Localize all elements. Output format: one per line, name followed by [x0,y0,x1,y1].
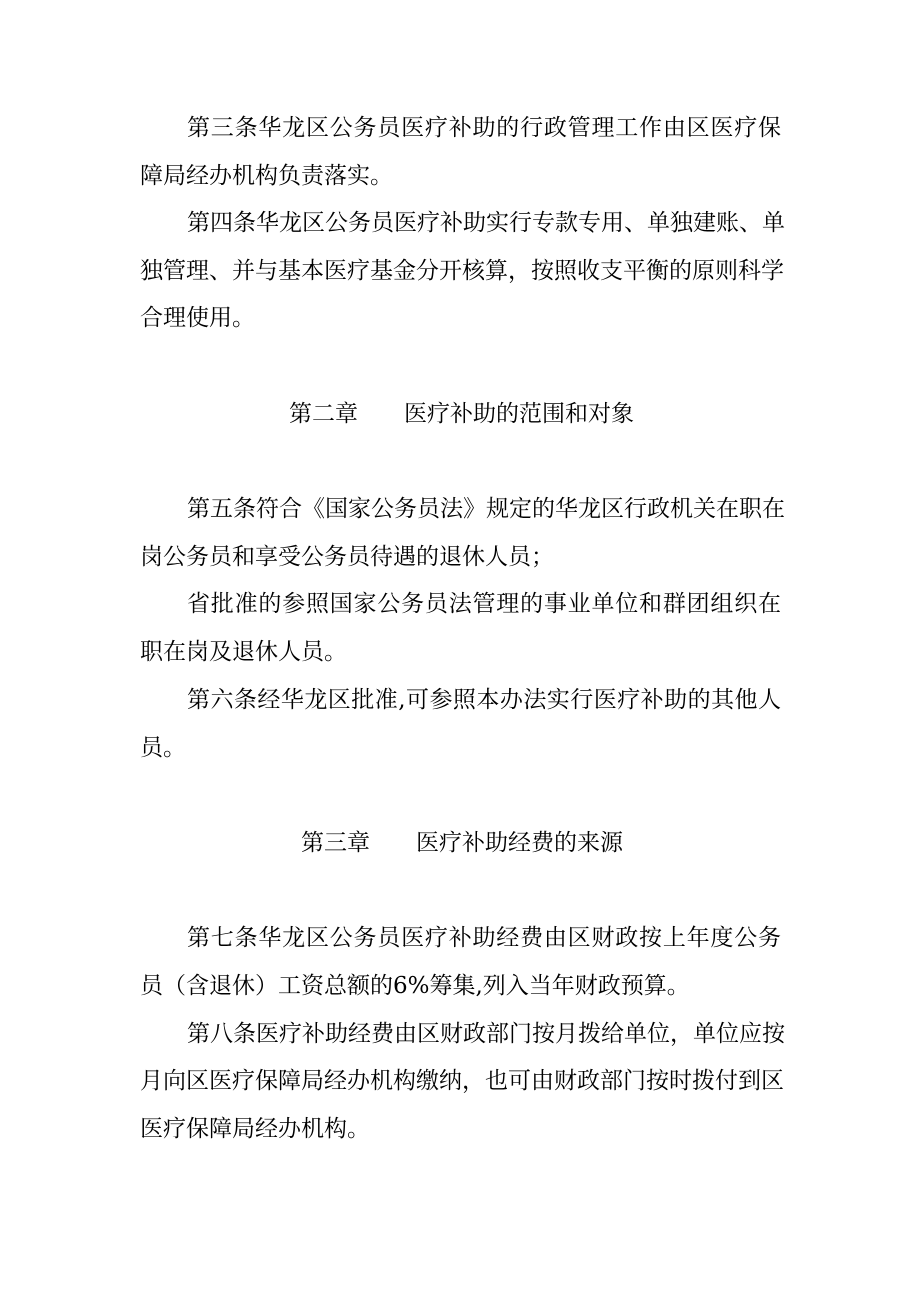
article-8-line-3: 医疗保障局经办机构。 [140,1116,370,1142]
article-8-line-2: 月向区医疗保障局经办机构缴纳，也可由财政部门按时拨付到区 [140,1068,784,1094]
article-3-line-1: 第三条华龙区公务员医疗补助的行政管理工作由区医疗保 [187,115,781,141]
article-6-line-1: 第六条经华龙区批准,可参照本办法实行医疗补助的其他人 [187,687,781,713]
chapter-2-title: 医疗补助的范围和对象 [404,401,634,427]
article-5-line-1: 第五条符合《国家公务员法》规定的华龙区行政机关在职在 [187,496,785,522]
chapter-2-number: 第二章 [289,401,358,427]
chapter-3-number: 第三章 [301,830,370,856]
article-3-line-2: 障局经办机构负责落实。 [140,163,393,189]
article-8-line-1: 第八条医疗补助经费由区财政部门按月拨给单位，单位应按 [187,1021,785,1047]
article-5b-line-2: 职在岗及退休人员。 [140,639,347,665]
chapter-3-heading [301,829,623,857]
article-4-line-2: 独管理、并与基本医疗基金分开核算，按照收支平衡的原则科学 [140,258,784,284]
article-4-line-3: 合理使用。 [140,305,255,331]
chapter-2-heading [289,400,634,428]
article-6-line-2: 员。 [140,735,186,761]
article-7-line-1: 第七条华龙区公务员医疗补助经费由区财政按上年度公务 [187,925,781,951]
article-4-line-1: 第四条华龙区公务员医疗补助实行专款专用、单独建账、单 [187,210,785,236]
chapter-3-title: 医疗补助经费的来源 [416,830,623,856]
article-5b-line-1: 省批准的参照国家公务员法管理的事业单位和群团组织在 [187,591,781,617]
article-5-line-2: 岗公务员和享受公务员待遇的退休人员； [140,544,554,570]
article-7-line-2: 员（含退休）工资总额的6%筹集,列入当年财政预算。 [140,973,690,999]
